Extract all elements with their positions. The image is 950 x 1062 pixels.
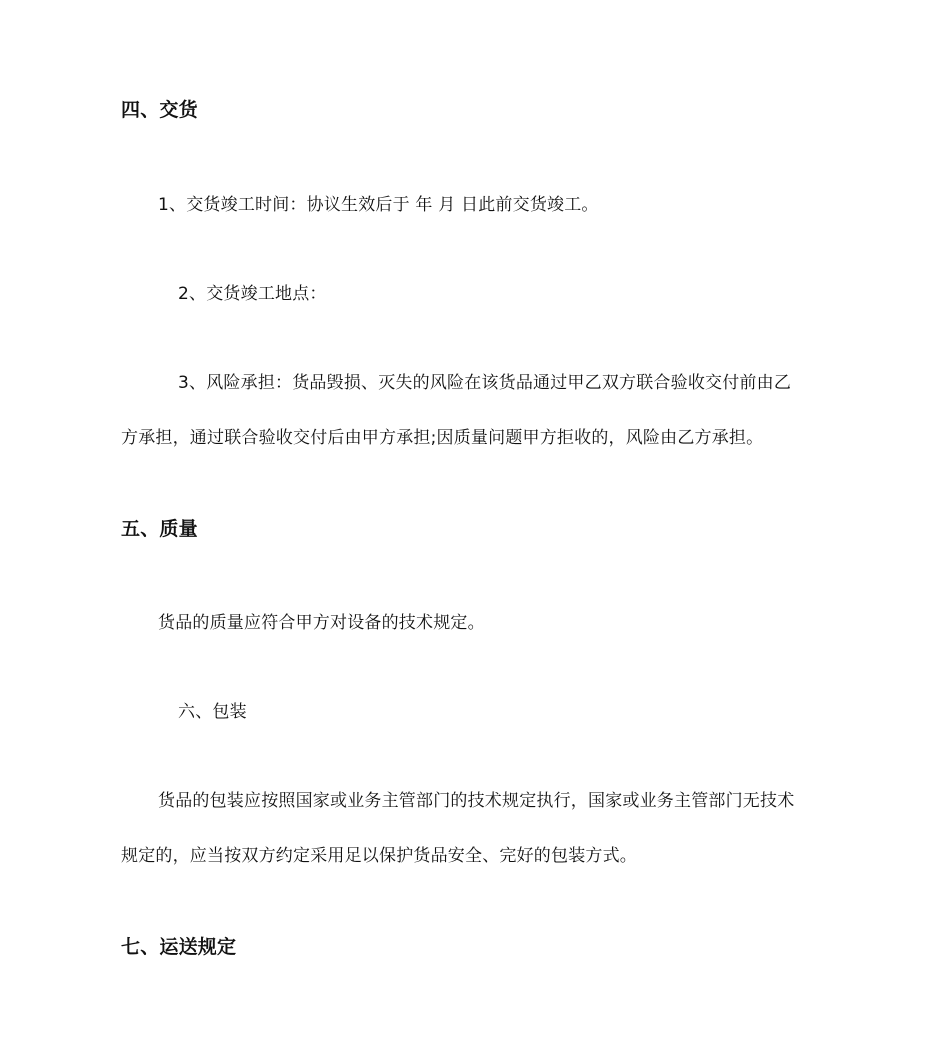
section-heading-transport: 七、运送规定 xyxy=(121,936,237,958)
quality-clause: 货品的质量应符合甲方对设备的技术规定。 xyxy=(158,613,485,633)
risk-clause-line-1: 3、风险承担：货品毁损、灭失的风险在该货品通过甲乙双方联合验收交付前由乙 xyxy=(178,373,792,393)
packaging-clause-line-1: 货品的包装应按照国家或业务主管部门的技术规定执行，国家或业务主管部门无技术 xyxy=(158,791,795,811)
packaging-clause-line-2: 规定的，应当按双方约定采用足以保护货品安全、完好的包装方式。 xyxy=(121,846,637,866)
risk-clause-line-2: 方承担，通过联合验收交付后由甲方承担;因质量问题甲方拒收的，风险由乙方承担。 xyxy=(121,428,764,448)
section-heading-delivery: 四、交货 xyxy=(121,99,198,121)
section-heading-packaging: 六、包装 xyxy=(178,702,247,722)
delivery-time-clause: 1、交货竣工时间：协议生效后于 年 月 日此前交货竣工。 xyxy=(158,195,599,215)
delivery-location-clause: 2、交货竣工地点： xyxy=(178,284,327,304)
section-heading-quality: 五、质量 xyxy=(121,518,198,540)
